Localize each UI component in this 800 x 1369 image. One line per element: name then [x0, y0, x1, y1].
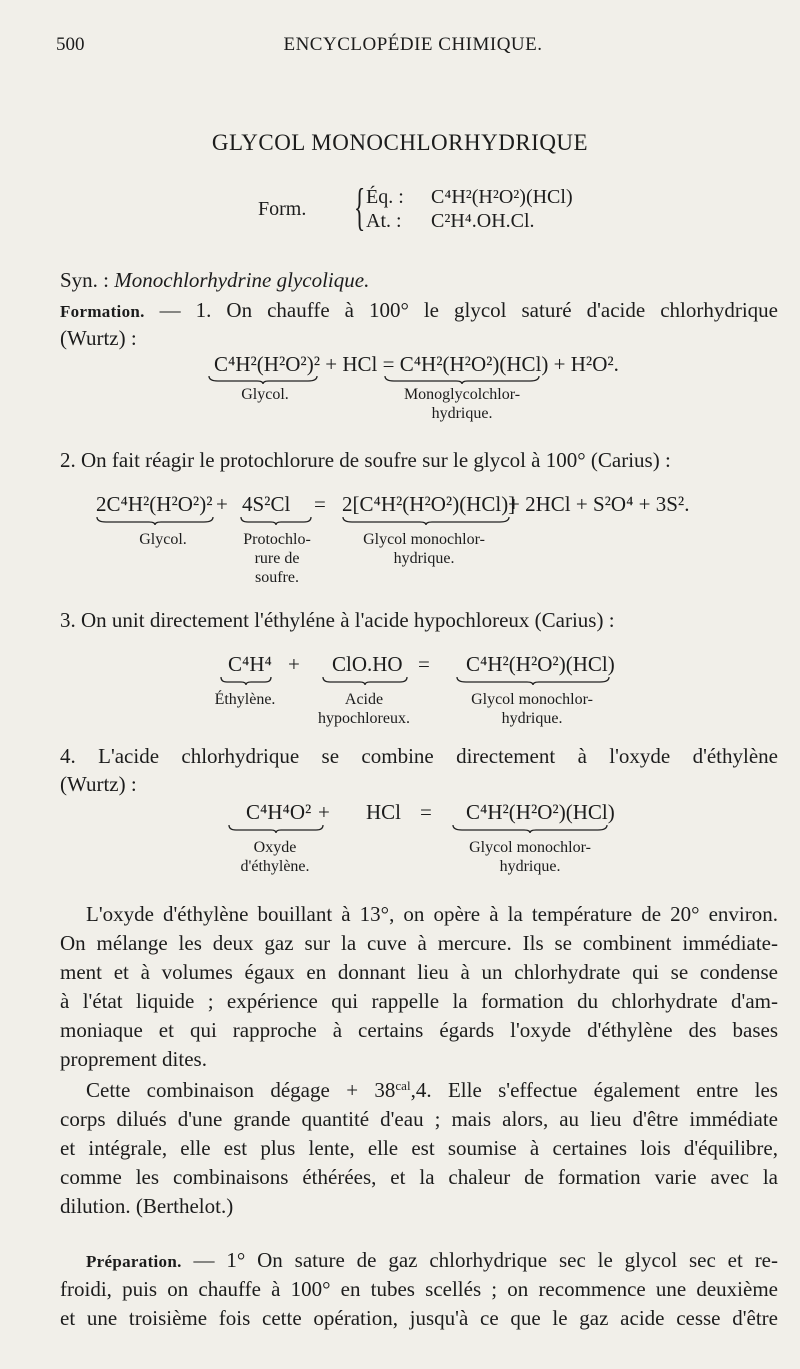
body-line-energy: Cette combinaison dégage + $38^{cal},4$. Elle s'effectue également entre les — [86, 1077, 778, 1102]
label-eq3-ethylene: Éthylène. — [214, 691, 276, 708]
label-eq2-glycol: Glycol. — [139, 531, 187, 548]
formula-eq-row — [366, 186, 573, 209]
body-line: corps dilués d'une grande quantité d'eau ; mais alors, au lieu d'être immédiate — [60, 1107, 778, 1131]
formation-line-2: (Wurtz) : — [60, 326, 137, 350]
label-eq4-oxyde: Oxyde d'éthylène. — [240, 839, 310, 875]
equation-1: C⁴H²(H²O²)² + HCl = C⁴H²(H²O²)(HCl) + H²O². — [214, 352, 619, 376]
brace-eq2-glycol — [96, 516, 214, 526]
formation-paragraph-4-line-1: 4. L'acide chlorhydrique se combine directement à l'oxyde d'éthylène — [60, 744, 778, 768]
brace-eq3-ethylene — [220, 676, 272, 686]
preparation-line-1: Préparation. — 1° On sature de gaz chlorhydrique sec le glycol sec et re- — [86, 1248, 778, 1272]
body-line: L'oxyde d'éthylène bouillant à 13°, on opère à la température de 20° environ. — [86, 902, 778, 926]
brace-eq3-product — [456, 676, 610, 686]
label-eq2-product: Glycol monochlor- hydrique. — [363, 531, 485, 567]
formation-paragraph-4-line-2: (Wurtz) : — [60, 772, 137, 796]
body-line: moniaque et qui rapproche à certains égards l'oxyde d'éthylène des bases — [60, 1018, 778, 1042]
document-page: 500 ENCYCLOPÉDIE CHIMIQUE. GLYCOL MONOCHLORHYDRIQUE Form. { Éq. : C⁴H²(H²O²)(HCl) At. : C²H⁴.OH.Cl. Syn. : Monochlorhydrine glycolique. Formation. — 1. On chauffe à 100° le glycol saturé d'acide chlorhydrique (Wurtz) : C⁴H²(H²O²)² + HCl = C⁴H²(H²O²)(HCl) + H²O². Glycol. Monoglycolchlor- hydrique. 2. On fait réagir le protochlorure de soufre sur le glycol à 100° (Carius) : 2C⁴H²(H²O²)² + 4S²Cl = 2[C⁴H²(H²O²)(HCl)] + 2HCl + S²O⁴ + 3S². Glycol. Protochlo- rure de soufre. Glycol monochlor- hydrique. 3. On unit directement l'éthyléne à l'acide hypochloreux (Carius) : C⁴H⁴ + ClO.HO = C⁴H²(H²O²)(HCl) Éthylène. Acide hypochloreux. Glycol monochlor- hydrique. 4. L'acide chlorhydrique se combine directement à l'oxyde d'éthylène (Wurtz) : C⁴H⁴O² + HCl = C⁴H²(H²O²)(HCl) Oxyde d'éthylène. Glycol monochlor- hydrique. L'oxyde d'éthylène bouillant à 13°, on opère à la température de 20° environ. On mélange les deux gaz sur la cuve à mercure. Ils se combinent immédiate- ment et à volumes égaux en donnant lieu à un chlorhydrate qui se condense à l'état liquide ; expérience qui rappelle la formation du chlorhydrate d'am- moniaque et qui rapproche à certains égards l'oxyde d'éthylène des bases proprement dites. Cette combinaison dégage + $38^{cal},4$. Elle s'effectue également entre les corps dilués d'une grande quantité d'eau ; mais alors, au lieu d'être immédiate et intégrale, elle est plus lente, elle est soumise à certaines lois d'équilibre, comme les combinaisons éthérées, et la chaleur de formation varie avec la dilution. (Berthelot.) Préparation. — 1° On sature de gaz chlorhydrique sec le glycol sec et re- froidi, puis on chauffe à 100° en tubes scellés ; on recommence une deuxième et une troisième fois cette opération, jusqu'à ce que le gaz acide cesse d'être — [0, 0, 800, 1369]
label-eq2-protochlorure: Protochlo- rure de soufre. — [243, 531, 311, 586]
synonym-name: Monochlorhydrine glycolique. — [114, 268, 370, 292]
label-eq1-product: Monoglycolchlor- hydrique. — [403, 386, 521, 422]
formation-heading: Formation. — [60, 302, 145, 321]
formula-eq-value: C⁴H²(H²O²)(HCl) — [431, 186, 573, 208]
label-eq3-acide: Acide hypochloreux. — [318, 691, 410, 727]
label-eq4-product: Glycol monochlor- hydrique. — [469, 839, 591, 875]
brace-eq3-acide — [322, 676, 408, 686]
formula-at-row — [366, 210, 535, 233]
section-title: GLYCOL MONOCHLORHYDRIQUE — [211, 130, 589, 155]
brace-eq2-protochlorure — [240, 516, 312, 526]
running-header — [56, 34, 770, 60]
body-line: ment et à volumes égaux en donnant lieu à un chlorhydrate qui se condense — [60, 960, 778, 984]
body-line: et intégrale, elle est plus lente, elle est soumise à certaines lois d'équilibre, — [60, 1136, 778, 1160]
body-line: dilution. (Berthelot.) — [60, 1194, 234, 1218]
formula-label: Form. — [258, 198, 307, 220]
brace-eq1-product — [384, 375, 540, 385]
formula-eq-label: Éq. : — [366, 186, 404, 208]
brace-eq1-glycol — [208, 375, 318, 385]
body-line: à l'état liquide ; expérience qui rappelle la formation du chlorhydrate d'am- — [60, 989, 778, 1013]
formula-at-label: At. : — [366, 210, 402, 232]
running-title: ENCYCLOPÉDIE CHIMIQUE. — [283, 34, 543, 55]
brace-eq4-oxyde — [228, 824, 324, 834]
formation-paragraph-3: 3. On unit directement l'éthyléne à l'acide hypochloreux (Carius) : — [60, 608, 615, 632]
body-line: On mélange les deux gaz sur la cuve à mercure. Ils se combinent immédiate- — [60, 931, 778, 955]
formula-brace: { — [354, 179, 366, 236]
synonym-line: Syn. : Monochlorhydrine glycolique. — [60, 268, 370, 292]
preparation-line-3: et une troisième fois cette opération, jusqu'à ce que le gaz acide cesse d'être — [60, 1306, 778, 1330]
preparation-heading: Préparation. — [86, 1252, 182, 1271]
brace-eq4-product — [452, 824, 608, 834]
formula-at-value: C²H⁴.OH.Cl. — [431, 210, 535, 232]
label-eq3-product: Glycol monochlor- hydrique. — [471, 691, 593, 727]
body-line: proprement dites. — [60, 1047, 207, 1071]
label-eq1-glycol: Glycol. — [241, 386, 289, 403]
preparation-line-2: froidi, puis on chauffe à 100° en tubes scellés ; on recommence une deuxième — [60, 1277, 778, 1301]
formation-paragraph-2: 2. On fait réagir le protochlorure de soufre sur le glycol à 100° (Carius) : — [60, 448, 671, 472]
formula-block — [258, 179, 598, 236]
page-number: 500 — [56, 34, 85, 55]
formation-line-1: Formation. — 1. On chauffe à 100° le glycol saturé d'acide chlorhydrique — [60, 298, 778, 322]
body-line: comme les combinaisons éthérées, et la chaleur de formation varie avec la — [60, 1165, 778, 1189]
brace-eq2-product — [342, 516, 510, 526]
